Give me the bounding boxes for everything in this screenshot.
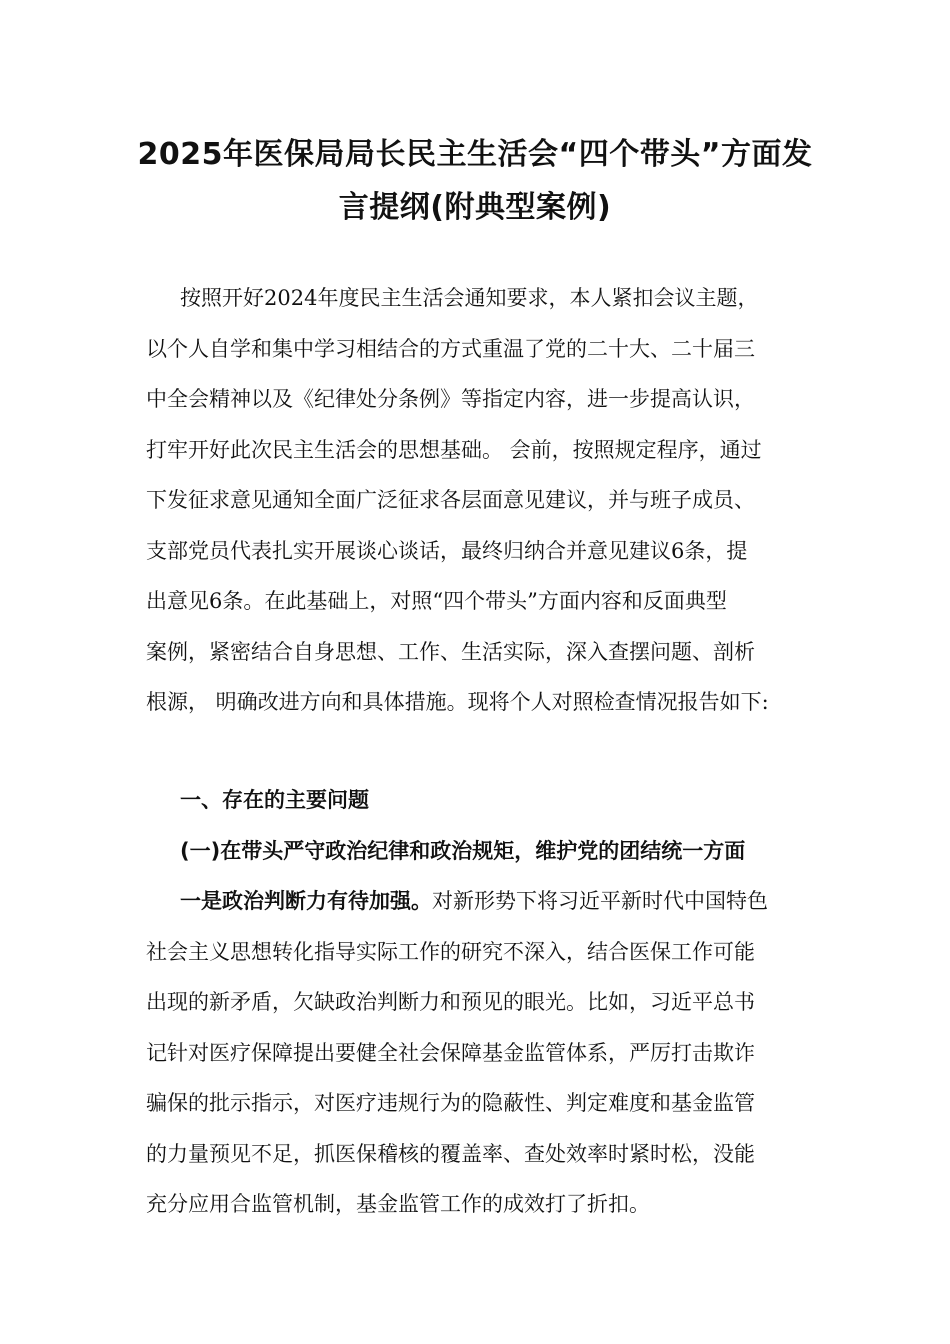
point-1-lead: 一是政治判断力有待加强。 (180, 889, 432, 913)
intro-line: 出意见6条。在此基础上，对照“四个带头”方面内容和反面典型 (146, 589, 727, 613)
document-title (120, 128, 830, 234)
intro-line: 根源， 明确改进方向和具体措施。现将个人对照检查情况报告如下: (146, 690, 769, 714)
point-1-line: 出现的新矛盾，欠缺政治判断力和预见的眼光。比如，习近平总书 (146, 990, 755, 1014)
point-1-line: 充分应用合监管机制，基金监管工作的成效打了折扣。 (146, 1192, 650, 1216)
intro-paragraph (146, 273, 810, 728)
intro-line: 案例，紧密结合自身思想、工作、生活实际，深入查摆问题、剖析 (146, 639, 755, 664)
point-1-first-line (146, 876, 810, 927)
intro-line: 支部党员代表扎实开展谈心谈话，最终归纳合并意见建议6条，提 (146, 538, 748, 563)
intro-line: 按照开好2024年度民主生活会通知要求，本人紧扣会议主题， (180, 286, 759, 310)
point-1-line: 社会主义思想转化指导实际工作的研究不深入，结合医保工作可能 (146, 939, 755, 964)
point-1-line: 记针对医疗保障提出要健全社会保障基金监管体系，严厉打击欺诈 (146, 1040, 755, 1065)
point-1-first-rest: 对新形势下将习近平新时代中国特色 (432, 889, 768, 913)
point-1-line: 骗保的批示指示，对医疗违规行为的隐蔽性、判定难度和基金监管 (146, 1091, 755, 1115)
intro-line: 打牢开好此次民主生活会的思想基础。 会前，按照规定程序，通过 (146, 437, 762, 462)
title-line-2: 言提纲(附典型案例) (338, 190, 612, 225)
intro-line: 下发征求意见通知全面广泛征求各层面意见建议，并与班子成员、 (146, 488, 755, 512)
point-1-line: 的力量预见不足，抓医保稽核的覆盖率、查处效率时紧时松，没能 (146, 1141, 755, 1166)
section-subheading: (一)在带头严守政治纪律和政治规矩，维护党的团结统一方面 (180, 838, 746, 863)
intro-line: 以个人自学和集中学习相结合的方式重温了党的二十大、二十届三 (146, 336, 755, 361)
title-line-1: 2025年医保局局长民主生活会“四个带头”方面发 (137, 137, 813, 172)
section-heading: 一、存在的主要问题 (180, 788, 369, 812)
section-main-problems (146, 775, 810, 1230)
intro-line: 中全会精神以及《纪律处分条例》等指定内容，进一步提高认识， (146, 387, 755, 411)
